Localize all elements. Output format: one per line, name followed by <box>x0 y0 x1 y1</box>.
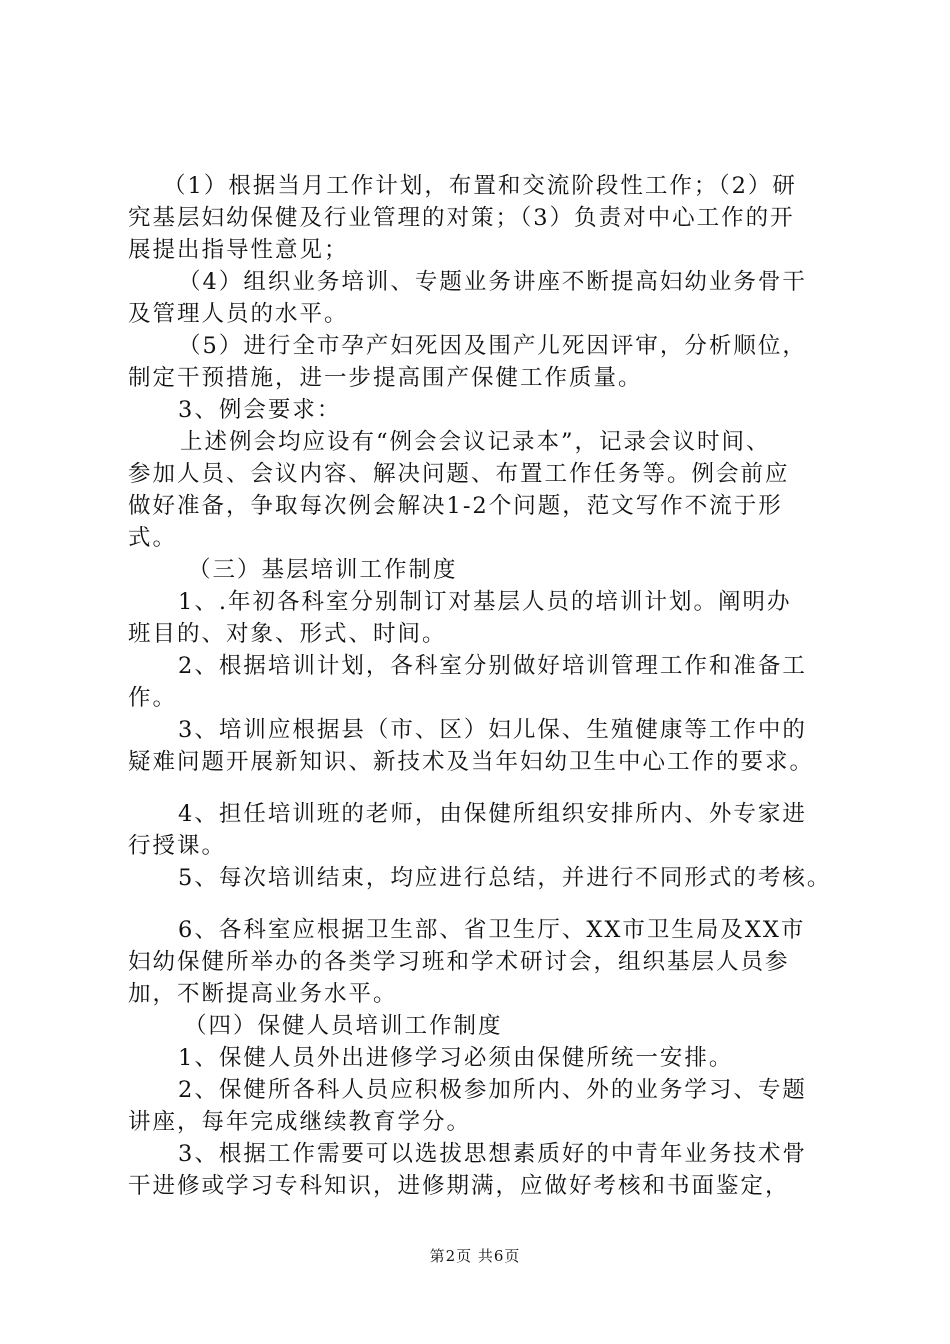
paragraph-line: 加，不断提高业务水平。 <box>128 981 398 1007</box>
paragraph-line: 式。 <box>128 525 178 551</box>
paragraph-line: （1）根据当月工作计划，布置和交流阶段性工作；（2）研 <box>163 173 797 199</box>
paragraph-line: 及管理人员的水平。 <box>128 301 349 327</box>
paragraph-line: 2、保健所各科人员应积极参加所内、外的业务学习、专题 <box>178 1077 807 1103</box>
paragraph-line: 1、.年初各科室分别制订对基层人员的培训计划。阐明办 <box>178 589 792 615</box>
paragraph-line: 干进修或学习专科知识，进修期满，应做好考核和书面鉴定， <box>128 1173 790 1199</box>
paragraph-line: 参加人员、会议内容、解决问题、布置工作任务等。例会前应 <box>128 461 790 487</box>
paragraph-line: 做好准备，争取每次例会解决1-2个问题，范文写作不流于形 <box>128 493 783 519</box>
page-footer: 第2页 共6页 <box>429 1247 521 1265</box>
paragraph-line: 6、各科室应根据卫生部、省卫生厅、XX市卫生局及XX市 <box>178 917 806 943</box>
paragraph-line: 班目的、对象、形式、时间。 <box>128 621 447 647</box>
paragraph-line: 究基层妇幼保健及行业管理的对策；（3）负责对中心工作的开 <box>128 205 795 231</box>
section-heading: 3、例会要求： <box>178 397 342 423</box>
paragraph-line: 2、根据培训计划，各科室分别做好培训管理工作和准备工 <box>178 653 807 679</box>
paragraph-line: 1、保健人员外出进修学习必须由保健所统一安排。 <box>178 1045 734 1071</box>
paragraph-line: （5）进行全市孕产妇死因及围产儿死因评审，分析顺位， <box>178 333 807 359</box>
paragraph-line: 讲座，每年完成继续教育学分。 <box>128 1109 472 1135</box>
paragraph-line: 作。 <box>128 685 178 711</box>
paragraph-line: 3、根据工作需要可以选拔思想素质好的中青年业务技术骨 <box>178 1141 807 1167</box>
paragraph-line: 5、每次培训结束，均应进行总结，并进行不同形式的考核。 <box>178 865 832 891</box>
paragraph-line: 疑难问题开展新知识、新技术及当年妇幼卫生中心工作的要求。 <box>128 749 815 775</box>
paragraph-line: 制定干预措施，进一步提高围产保健工作质量。 <box>128 365 643 391</box>
paragraph-line: 3、培训应根据县（市、区）妇儿保、生殖健康等工作中的 <box>178 717 807 743</box>
paragraph-line: 妇幼保健所举办的各类学习班和学术研讨会，组织基层人员参 <box>128 949 790 975</box>
section-heading: （三）基层培训工作制度 <box>188 557 458 583</box>
paragraph-line: 4、担任培训班的老师，由保健所组织安排所内、外专家进 <box>178 801 807 827</box>
paragraph-line: 上述例会均应设有“例会会议记录本”，记录会议时间、 <box>180 429 771 455</box>
paragraph-line: （4）组织业务培训、专题业务讲座不断提高妇幼业务骨干 <box>178 269 807 295</box>
paragraph-line: 行授课。 <box>128 833 227 859</box>
section-heading: （四）保健人员培训工作制度 <box>184 1013 503 1039</box>
paragraph-line: 展提出指导性意见； <box>128 237 349 263</box>
